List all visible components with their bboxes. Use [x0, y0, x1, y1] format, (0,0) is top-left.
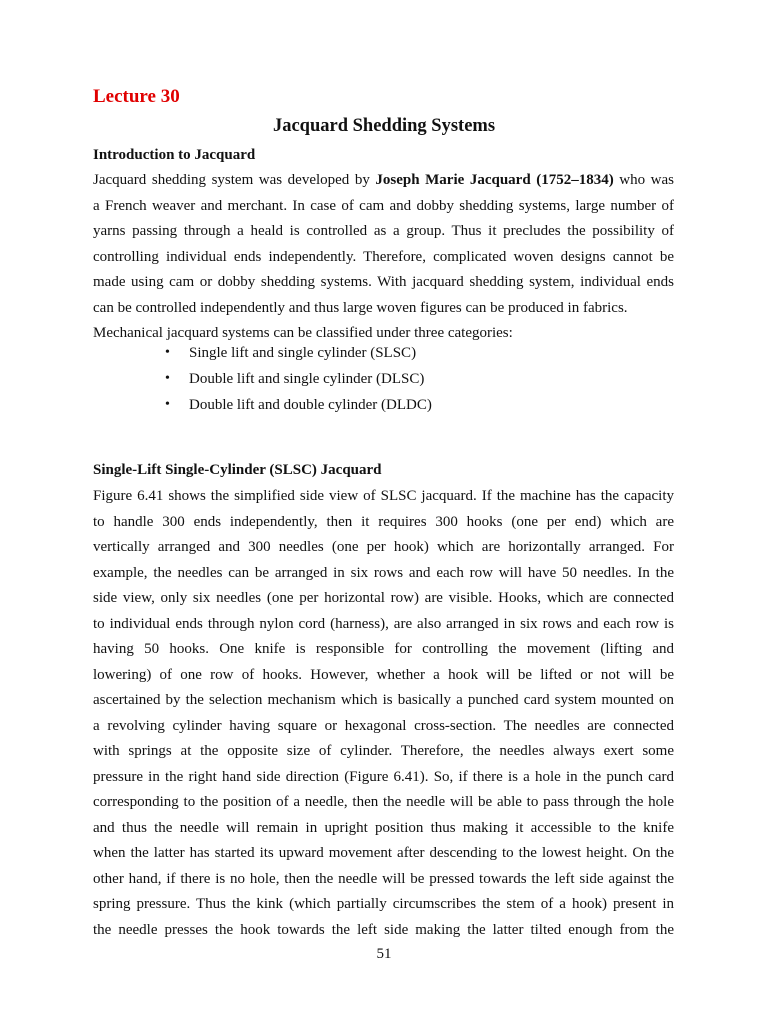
paragraph-line: having 50 hooks. One knife is responsible for controlling the movement (lifting and: [93, 641, 674, 657]
paragraph-line: ascertained by the selection mechanism which is basically a punched card system mounted on: [93, 692, 674, 708]
paragraph-line: side view, only six needles (one per horizontal row) are visible. Hooks, which are connected: [93, 590, 674, 606]
paragraph-line: Figure 6.41 shows the simplified side view of SLSC jacquard. If the machine has the capacity: [93, 488, 674, 504]
paragraph-line: Jacquard shedding system was developed by Joseph Marie Jacquard (1752–1834) who was: [93, 172, 674, 188]
paragraph-line: pressure in the right hand side direction (Figure 6.41). So, if there is a hole in the punch card: [93, 768, 674, 785]
paragraph-line: vertically arranged and 300 needles (one per hook) which are horizontally arranged. For: [93, 539, 674, 555]
paragraph-line: other hand, if there is no hole, then the needle will be pressed towards the left side against the: [93, 870, 674, 887]
paragraph-line: can be controlled independently and thus large woven figures can be produced in fabrics.: [93, 299, 628, 316]
section-heading-introduction: Introduction to Jacquard: [93, 147, 256, 163]
paragraph-line: controlling individual ends independently. Therefore, complicated woven designs cannot be: [93, 248, 674, 265]
paragraph-line: the needle presses the hook towards the left side making the latter tilted enough from the: [93, 921, 674, 938]
intro-paragraph: [93, 168, 674, 347]
page-title: Jacquard Shedding Systems: [272, 116, 496, 136]
paragraph-line: Mechanical jacquard systems can be classified under three categories:: [93, 325, 513, 341]
paragraph-line: and thus the needle will remain in upright position thus making it accessible to the knife: [93, 819, 674, 836]
bullet-icon: •: [165, 345, 170, 360]
paragraph-line: to handle 300 ends independently, then it requires 300 hooks (one per end) which are: [93, 513, 674, 530]
paragraph-line: a revolving cylinder having square or hexagonal cross-section. The needles are connected: [93, 717, 674, 734]
bullet-icon: •: [165, 371, 170, 386]
slsc-paragraph: [93, 484, 674, 943]
paragraph-line: when the latter has started its upward movement after descending to the lowest height. On the: [93, 845, 674, 861]
lecture-label: Lecture 30: [93, 86, 180, 107]
page-number: 51: [376, 946, 392, 962]
bullet-icon: •: [165, 397, 170, 412]
section-heading-slsc: Single-Lift Single-Cylinder (SLSC) Jacquard: [93, 462, 382, 478]
paragraph-line: example, the needles can be arranged in six rows and each row will have 50 needles. In the: [93, 564, 674, 581]
paragraph-line: a French weaver and merchant. In case of cam and dobby shedding systems, large number of: [93, 197, 674, 214]
paragraph-line: made using cam or dobby shedding systems. With jacquard shedding system, individual ends: [93, 274, 674, 290]
document-page: Lecture 30 Jacquard Shedding Systems Introduction to Jacquard Jacquard shedding system was developed by Joseph Marie Jacquard (1752–1834) who was a French weaver and merchant. In case of cam and dobby shedding systems, large number of yarns passing through a heald is controlled as a group. Thus it precludes the possibility of controlling individual ends independently. Therefore, complicated woven designs cannot be made using cam or dobby shedding systems. With jacquard shedding system, individual ends can be controlled independently and thus large woven figures can be produced in fabrics. Mechanical jacquard systems can be classified under three categories: • Single lift and single cylinder (SLSC) • Double lift and single cylinder (DLSC) • Double lift and double cylinder (DLDC) Single-Lift Single-Cylinder (SLSC) Jacquard Figure 6.41 shows the simplified side view of SLSC jacquard. If the machine has the capacity to handle 300 ends independently, then it requires 300 hooks (one per end) which are vertically arranged and 300 needles (one per hook) which are horizontally arranged. For example, the needles can be arranged in six rows and each row will have 50 needles. In the side view, only six needles (one per horizontal row) are visible. Hooks, which are connected to individual ends through nylon cord (harness), are also arranged in six rows and each row is having 50 hooks. One knife is responsible for controlling the movement (lifting and lowering) of one row of hooks. However, whether a hook will be lifted or not will be ascertained by the selection mechanism which is basically a punched card system mounted on a revolving cylinder having square or hexagonal cross-section. The needles are connected with springs at the opposite size of cylinder. Therefore, the needles always exert some pressure in the right hand side direction (Figure 6.41). So, if there is a hole in the punch card corresponding to the position of a needle, then the needle will be able to pass through the hole and thus the needle will remain in upright position thus making it accessible to the knife when the latter has started its upward movement after descending to the lowest height. On the other hand, if there is no hole, then the needle will be pressed towards the left side against the spring pressure. Thus the kink (which partially circumscribes the stem of a hook) present in the needle presses the hook towards the left side making the latter tilted enough from the 51: [0, 0, 768, 1024]
paragraph-line: corresponding to the position of a needle, then the needle will be able to pass through the hole: [93, 794, 674, 810]
paragraph-line: to individual ends through nylon cord (harness), are also arranged in six rows and each row is: [93, 615, 674, 632]
paragraph-line: lowering) of one row of hooks. However, whether a hook will be lifted or not will be: [93, 666, 674, 683]
paragraph-line: spring pressure. Thus the kink (which partially circumscribes the stem of a hook) present in: [93, 896, 674, 912]
paragraph-line: yarns passing through a heald is controlled as a group. Thus it precludes the possibility of: [93, 223, 674, 239]
paragraph-line: with springs at the opposite size of cylinder. Therefore, the needles always exert some: [93, 743, 674, 759]
inventor-name: Joseph Marie Jacquard (1752–1834): [375, 172, 614, 188]
